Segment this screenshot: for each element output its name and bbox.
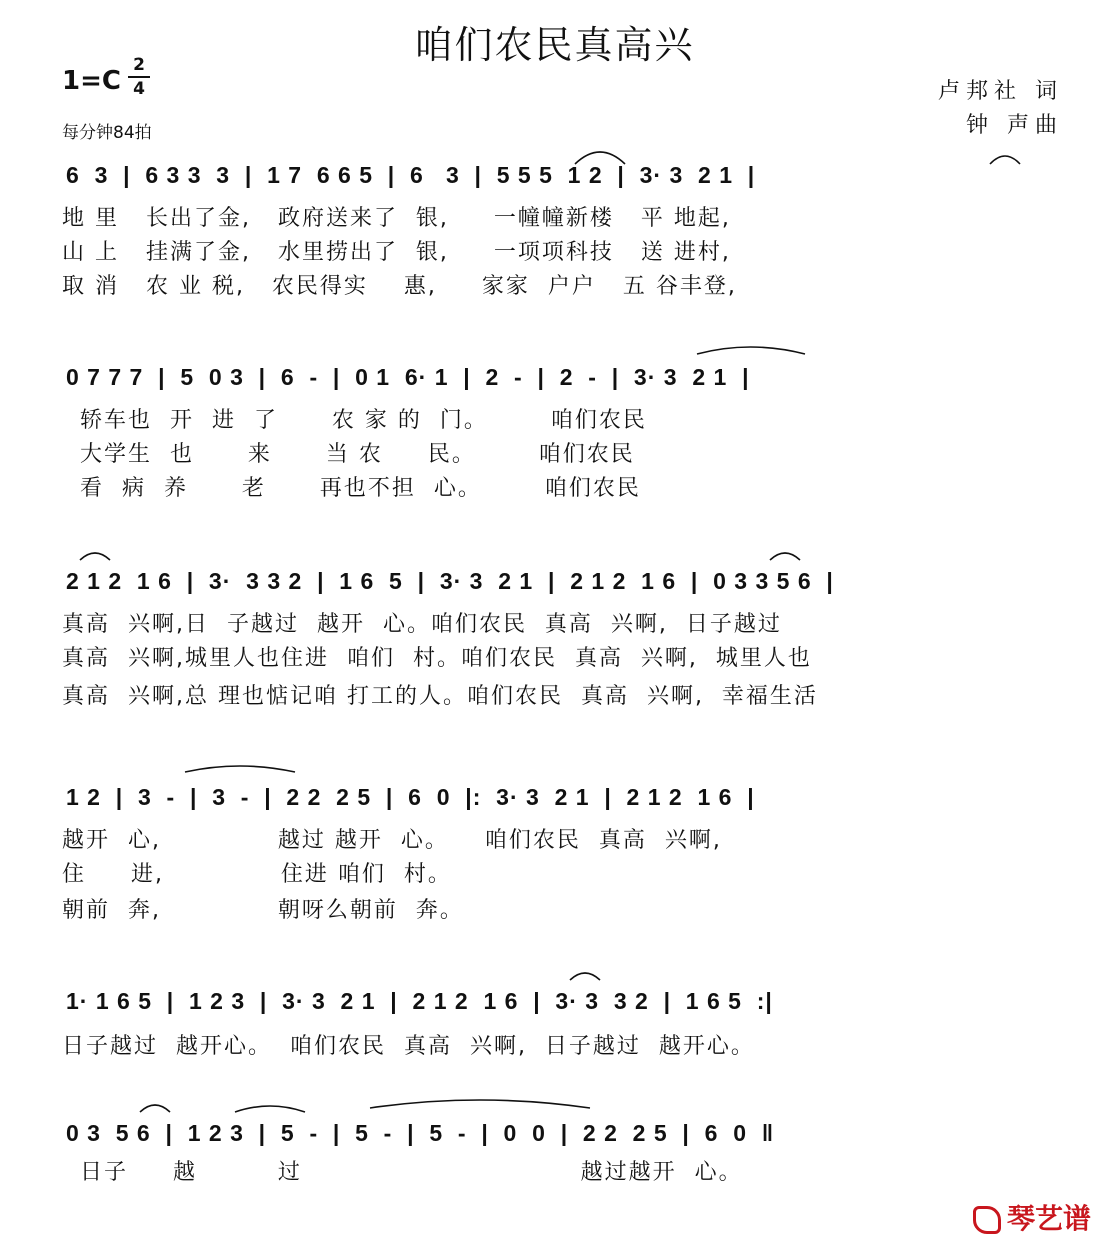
logo-text: 琴艺谱 — [1006, 1202, 1091, 1235]
lyric-line: 取 消 农 业 税, 农民得实 惠, 家家 户户 五 谷丰登, — [62, 274, 737, 299]
key-signature: 1=C — [62, 66, 121, 96]
lyric-line: 真高 兴啊,日 子越过 越开 心。咱们农民 真高 兴啊, 日子越过 — [62, 612, 782, 637]
notes: 1· 1 6 5 | 1 2 3 | 3· 3 2 1 | 2 1 2 1 6 | 3· 3 3 2 | 1 6 5 :| — [66, 988, 773, 1014]
lyric-line: 地 里 长出了金, 政府送来了 银, 一幢幢新楼 平 地起, — [62, 206, 731, 231]
notes: 6 3 | 6 3 3 3 | 1 7 6 6 5 | 6 3 | 5 5 5 1 2 | 3· 3 2 1 | — [66, 162, 756, 188]
lyric-line: 大学生 也 来 当 农 民。 咱们农民 — [62, 442, 635, 467]
composer-credit: 钟 声曲 — [966, 113, 1063, 138]
lyric-line: 朝前 奔, 朝呀么朝前 奔。 — [62, 898, 464, 923]
notes: 2 1 2 1 6 | 3· 3 3 2 | 1 6 5 | 3· 3 2 1 | 2 1 2 1 6 | 0 3 3 5 6 | — [66, 568, 834, 594]
lyric-line: 日子 越 过 越过越开 心。 — [62, 1160, 743, 1185]
meter-bottom: 4 — [133, 79, 145, 99]
meter-top: 2 — [133, 55, 145, 75]
site-logo — [973, 1197, 1091, 1237]
notes: 0 3 5 6 | 1 2 3 | 5 - | 5 - | 5 - | 0 0 | 2 2 2 5 | 6 0 ‖ — [66, 1120, 775, 1146]
song-title: 咱们农民真高兴 — [414, 23, 695, 67]
lyric-line: 轿车也 开 进 了 农 家 的 门。 咱们农民 — [62, 408, 647, 433]
lyric-line: 日子越过 越开心。 咱们农民 真高 兴啊, 日子越过 越开心。 — [62, 1034, 755, 1059]
notes: 1 2 | 3 - | 3 - | 2 2 2 5 | 6 0 |: 3· 3 2 1 | 2 1 2 1 6 | — [66, 784, 755, 810]
lyricist-credit: 卢邦社 词 — [938, 79, 1063, 104]
notes: 0 7 7 7 | 5 0 3 | 6 - | 0 1 6· 1 | 2 - | 2 - | 3· 3 2 1 | — [66, 364, 750, 390]
logo-icon — [973, 1206, 1001, 1234]
lyric-line: 真高 兴啊,城里人也住进 咱们 村。咱们农民 真高 兴啊, 城里人也 — [62, 646, 812, 671]
lyric-line: 真高 兴啊,总 理也惦记咱 打工的人。咱们农民 真高 兴啊, 幸福生活 — [62, 684, 818, 709]
lyric-line: 住 进, 住进 咱们 村。 — [62, 862, 452, 887]
lyric-line: 越开 心, 越过 越开 心。 咱们农民 真高 兴啊, — [62, 828, 722, 853]
tempo-marking: 每分钟84拍 — [62, 123, 152, 143]
lyric-line: 看 病 养 老 再也不担 心。 咱们农民 — [62, 476, 641, 501]
lyric-line: 山 上 挂满了金, 水里捞出了 银, 一项项科技 送 进村, — [62, 240, 731, 265]
